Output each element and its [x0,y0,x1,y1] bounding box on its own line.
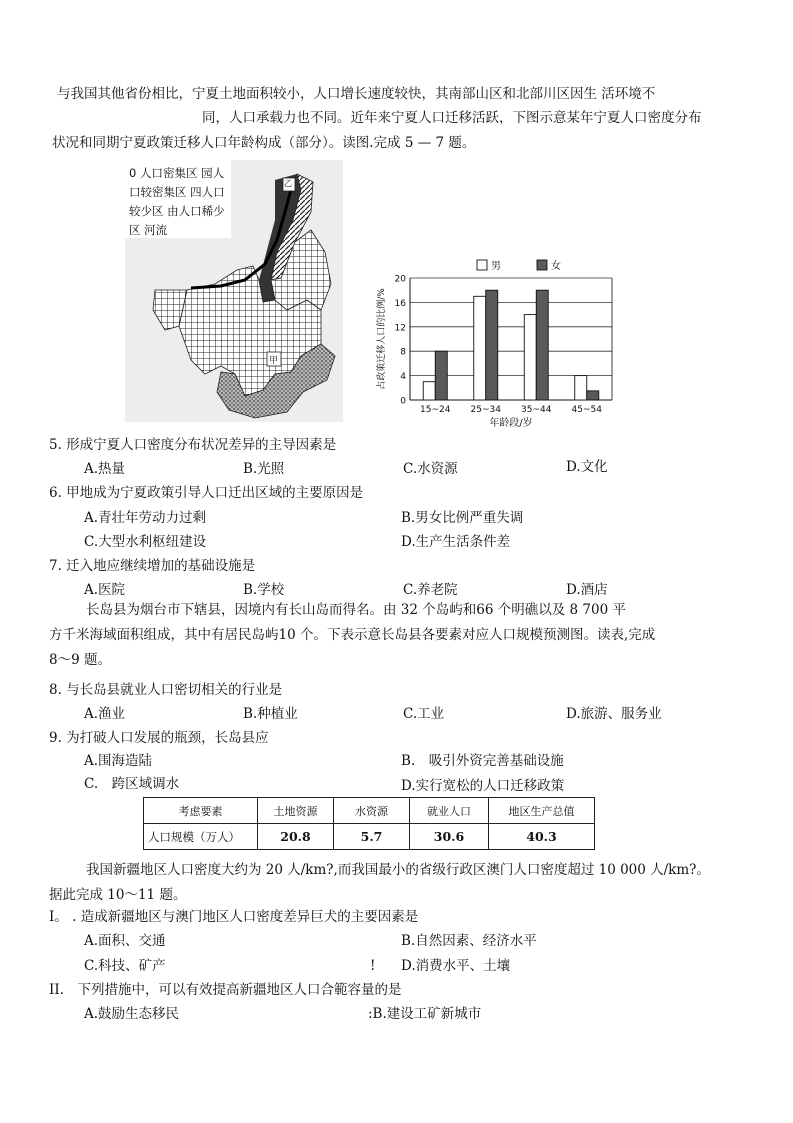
intro2-line3: 8～9 题。 [49,652,111,668]
y-tick-label: 8 [400,347,406,358]
intro1-line3: 状况和同期宁夏政策迁移人口年龄构成（部分）。读图.完成 5 — 7 题。 [52,135,476,151]
q7-option-d[interactable]: D.酒店 [566,582,608,598]
table-row [144,824,595,850]
q7-stem: 7. 迁入地应继续增加的基础设施是 [49,558,256,574]
table-header-cell: 地区生产总值 [489,798,595,824]
table-header-cell: 水资源 [334,798,410,824]
table-row-label: 人口规模（万人） [144,824,258,850]
q8-option-b[interactable]: B.种植业 [243,706,298,722]
table-header-cell: 就业人口 [410,798,489,824]
x-tick-label: 15~24 [420,405,451,415]
population-forecast-table [143,797,595,850]
q8-option-d[interactable]: D.旅游、服务业 [566,706,662,722]
q5-option-c[interactable]: C.水资源 [403,461,458,477]
legend-swatch [477,260,487,270]
q9-option-a[interactable]: A.围海造陆 [84,753,153,769]
y-tick-label: 4 [400,372,406,383]
x-axis-label: 年龄段/岁 [489,418,533,429]
intro2-line1: 长岛县为烟台市下辖县，因境内有长山岛而得名。由 32 个岛屿和66 个明礁以及 8 700 平 [86,602,626,618]
table-cell: 30.6 [410,824,489,850]
q5-option-a[interactable]: A.热量 [84,461,126,477]
bar-chart-svg [372,254,617,430]
map-legend-line1: 0 人口密集区 园人 [129,166,225,180]
intro3-line1: 我国新疆地区人口密度大约为 20 人/km?,而我国最小的省级行政区澳门人口密度超过 10 000 人/km?。 [86,862,710,878]
y-tick-label: 0 [400,396,406,407]
x-tick-label: 25~34 [470,405,501,415]
q10-option-b[interactable]: B.自然因素、经济水平 [401,933,537,949]
bar [575,376,587,400]
map-label-yi: 乙 [284,179,292,188]
table-header-row [144,798,595,824]
q7-option-a[interactable]: A.医院 [84,582,126,598]
legend-label: 女 [551,261,561,272]
y-tick-label: 20 [394,274,406,285]
x-tick-label: 35~44 [521,405,552,415]
bar [435,351,447,400]
legend-label: 男 [491,261,501,272]
x-tick-label: 45~54 [571,405,602,415]
q11-option-a[interactable]: A.鼓励生态移民 [84,1006,180,1022]
age-structure-chart [372,254,617,430]
population-density-map [125,160,343,422]
table-header-cell: 土地资源 [258,798,334,824]
q9-option-c[interactable]: C. 跨区域调水 [84,776,180,792]
q8-stem: 8. 与长岛县就业人口密切相关的行业是 [49,682,283,698]
bar [524,315,536,400]
map-label-jia: 甲 [269,356,279,366]
q5-stem: 5. 形成宁夏人口密度分布状况差异的主导因素是 [49,437,337,453]
q10-option-a[interactable]: A.面积、交通 [84,933,166,949]
map-legend-line2: 口较密集区 四人口 [129,185,225,199]
bar [587,391,599,400]
q9-option-d[interactable]: D.实行宽松的人口迁移政策 [401,778,565,794]
q10-stem: I。 . 造成新疆地区与澳门地区人口密度差异巨犬的主要因素是 [49,909,419,925]
table-cell: 40.3 [489,824,595,850]
q5-option-b[interactable]: B.光照 [243,461,285,477]
table-header-cell: 考虑要素 [144,798,258,824]
q10-option-d[interactable]: D.消费水平、土壤 [401,958,511,974]
intro1-line1: 与我国其他省份相比，宁夏土地面积较小，人口增长速度较快，其南部山区和北部川区因生 活环境不 [57,86,656,102]
map-legend-line4: 区 河流 [129,223,168,237]
q7-option-b[interactable]: B.学校 [243,582,285,598]
q5-option-d[interactable]: D.文化 [566,459,608,475]
table-cell: 20.8 [258,824,334,850]
intro3-line2: 据此完成 10～11 题。 [49,887,187,903]
y-tick-label: 16 [394,298,406,309]
bar [536,290,548,400]
q6-option-a[interactable]: A.青壮年劳动力过剩 [84,510,207,526]
q9-stem: 9. 为打破人口发展的瓶颈，长岛县应 [49,730,269,746]
map-legend-line3: 较少区 由人口稀少 [129,204,225,218]
intro2-line2: 方千米海域面积组成，其中有居民岛屿10 个。下表示意长岛县各要素对应人口规模预测图。读表,完成 [49,627,656,643]
q7-option-c[interactable]: C.养老院 [403,582,458,598]
bar [423,382,435,400]
q8-option-a[interactable]: A.渔业 [84,706,126,722]
table-cell: 5.7 [334,824,410,850]
y-tick-label: 12 [394,323,406,334]
q10-option-c[interactable]: C.科技、矿产 [84,958,166,974]
y-axis-label: 占政策迁移人口的比例/% [377,288,387,390]
legend-swatch [537,260,547,270]
q6-option-b[interactable]: B.男女比例严重失调 [401,510,524,526]
q6-option-d[interactable]: D.生产生活条件差 [401,534,511,550]
q8-option-c[interactable]: C.工业 [403,706,445,722]
q11-stem: II. 下列措施中，可以有效提高新疆地区人口合範容量的是 [49,982,402,998]
q11-option-b[interactable]: :B.建设工矿新城市 [368,1006,482,1022]
q10-mark: ! [370,958,376,974]
q6-option-c[interactable]: C.大型水利枢纽建设 [84,534,207,550]
q6-stem: 6. 甲地成为宁夏政策引导人口迁出区域的主要原因是 [49,485,364,501]
q9-option-b[interactable]: B. 吸引外资完善基础设施 [401,753,564,769]
intro1-line2: 同，人口承载力也不同。近年来宁夏人口迁移活跃，下图示意某年宁夏人口密度分布 [202,110,702,126]
bar [474,296,486,400]
map-legend [129,164,225,240]
bar [486,290,498,400]
